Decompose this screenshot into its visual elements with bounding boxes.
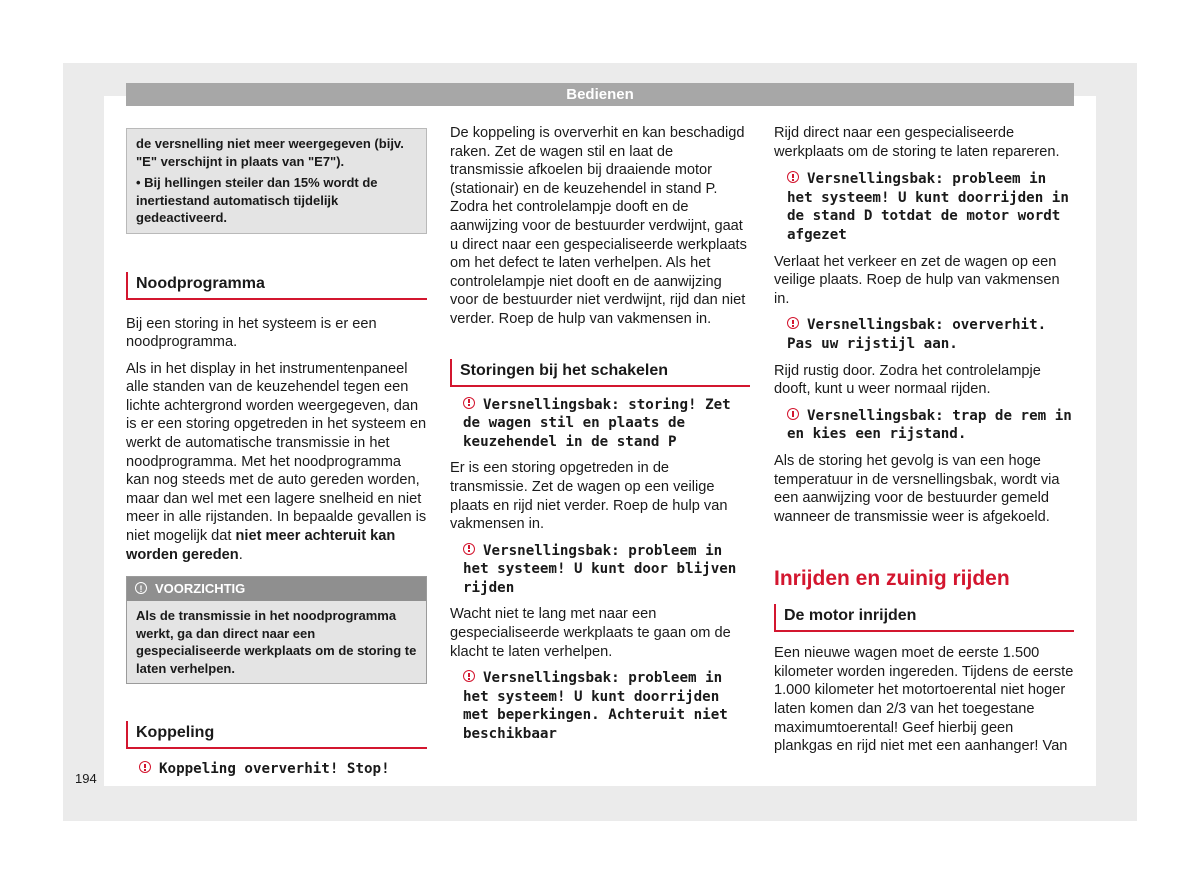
warning-icon [787, 408, 799, 420]
paragraph: Bij een storing in het systeem is er een noodprogramma. [126, 315, 377, 351]
caution-title: VOORZICHTIG [155, 581, 246, 597]
warning-message-text: Versnellingsbak: trap de rem in en kies een rijstand. [787, 407, 1072, 443]
section-heading-noodprogramma: Noodprogramma [126, 272, 427, 300]
warning-message-text: Versnellingsbak: oververhit. Pas uw rijstijl aan. [787, 317, 1047, 352]
caution-header [127, 577, 426, 601]
warning-icon [463, 397, 475, 409]
note-line-2: • Bij hellingen steiler dan 15% wordt de inertiestand automatisch tijdelijk gedeactiveerd. [136, 175, 378, 225]
paragraph: Er is een storing opgetreden in de transmissie. Zet de wagen op een veilige plaats en rijd niet verder. Roep de hulp van vakmensen in. [450, 460, 728, 533]
paragraph: Een nieuwe wagen moet de eerste 1.500 kilometer worden ingereden. Tijdens de eerste 1.000 kilometer het motortoerental niet hoger laten komen dan 2/3 van het toegestane maximumtoerental! Geef hierbij geen plankgas en rijd niet met een aanhanger! Van [774, 645, 1074, 755]
warning-message [774, 316, 1074, 353]
warning-message-text: Versnellingsbak: probleem in het systeem! U kunt door blijven rijden [463, 542, 737, 596]
warning-icon [139, 761, 151, 773]
column-3 [774, 124, 1074, 756]
warning-icon [463, 543, 475, 555]
warning-icon [135, 582, 147, 594]
section-heading-motor-inrijden: De motor inrijden [774, 604, 1074, 632]
warning-message [450, 396, 750, 452]
section-heading-storingen: Storingen bij het schakelen [450, 359, 750, 387]
note-line-1: de versnelling niet meer weergegeven (bijv. "E" verschijnt in plaats van "E7"). [136, 136, 404, 169]
page-number: 194 [75, 771, 97, 786]
paragraph: Wacht niet te lang met naar een gespecialiseerde werkplaats te gaan om de klacht te laten verhelpen. [450, 606, 731, 660]
paragraph: De koppeling is oververhit en kan beschadigd raken. Zet de wagen stil en laat de transmissie afkoelen bij draaiende motor (stationair) en de keuzehendel in stand P. Zodra het controlelampje dooft en de aanwijzing voor de bestuurder verdwijnt, gaat u direct naar een gespecialiseerde werkplaats om het defect te laten verhelpen. Als het controlelampje niet dooft en de aanwijzing voor de bestuurder niet verdwijnt, rijd dan niet verder. Roep de hulp van vakmensen in. [450, 125, 747, 327]
paragraph: Als de storing het gevolg is van een hoge temperatuur in de versnellingsbak, wordt via een aanwijzing voor de bestuurder gemeld wanneer de transmissie weer is afgekoeld. [774, 452, 1060, 525]
chapter-heading: Inrijden en zuinig rijden [774, 567, 1010, 591]
paragraph: Rijd direct naar een gespecialiseerde werkplaats om de storing te laten repareren. [774, 125, 1060, 160]
warning-icon [787, 171, 799, 183]
warning-icon [463, 670, 475, 682]
warning-icon [787, 317, 799, 329]
paragraph-bold: niet meer achteruit kan worden gereden [126, 528, 396, 563]
column-1 [126, 124, 427, 779]
caution-body: Als de transmissie in het noodprogramma werkt, ga dan direct naar een gespecialiseerde werkplaats om de storing te laten verhelpen. [127, 601, 426, 683]
info-note [126, 128, 427, 234]
paragraph: Rijd rustig door. Zodra het controlelampje dooft, kunt u weer normaal rijden. [774, 362, 1041, 398]
warning-message [774, 407, 1074, 444]
warning-message [126, 760, 427, 779]
paragraph [126, 360, 427, 565]
warning-message-text: Versnellingsbak: probleem in het systeem! U kunt doorrijden met beperkingen. Achteruit niet beschikbaar [463, 670, 728, 743]
paragraph-end: . [238, 546, 243, 563]
paragraph-text: Als in het display in het instrumentenpaneel alle standen van de keuzehendel tegen een lichte achtergrond worden weergegeven, dan is er een storing opgetreden in het systeem en werkt de automatische transmissie in het noodprogramma. Met het noodprogramma kan nog steeds met de auto gereden worden, maar dan wel met een lagere snelheid en niet meer in alle rijstanden. In bepaalde gevallen is niet mogelijk dat [126, 360, 427, 545]
warning-message [774, 170, 1074, 244]
caution-box [126, 576, 427, 684]
column-2 [450, 124, 750, 744]
warning-message-text: Versnellingsbak: storing! Zet de wagen stil en plaats de keuzehendel in de stand P [463, 396, 731, 450]
warning-message-text: Koppeling oververhit! Stop! [159, 761, 390, 778]
warning-message [450, 669, 750, 743]
paragraph: Verlaat het verkeer en zet de wagen op een veilige plaats. Roep de hulp van vakmensen in. [774, 253, 1060, 307]
warning-message [450, 542, 750, 598]
warning-message-text: Versnellingsbak: probleem in het systeem! U kunt doorrijden in de stand D totdat de motor wordt afgezet [787, 171, 1069, 243]
section-heading-koppeling: Koppeling [126, 721, 427, 749]
chapter-header: Bedienen [126, 83, 1074, 106]
